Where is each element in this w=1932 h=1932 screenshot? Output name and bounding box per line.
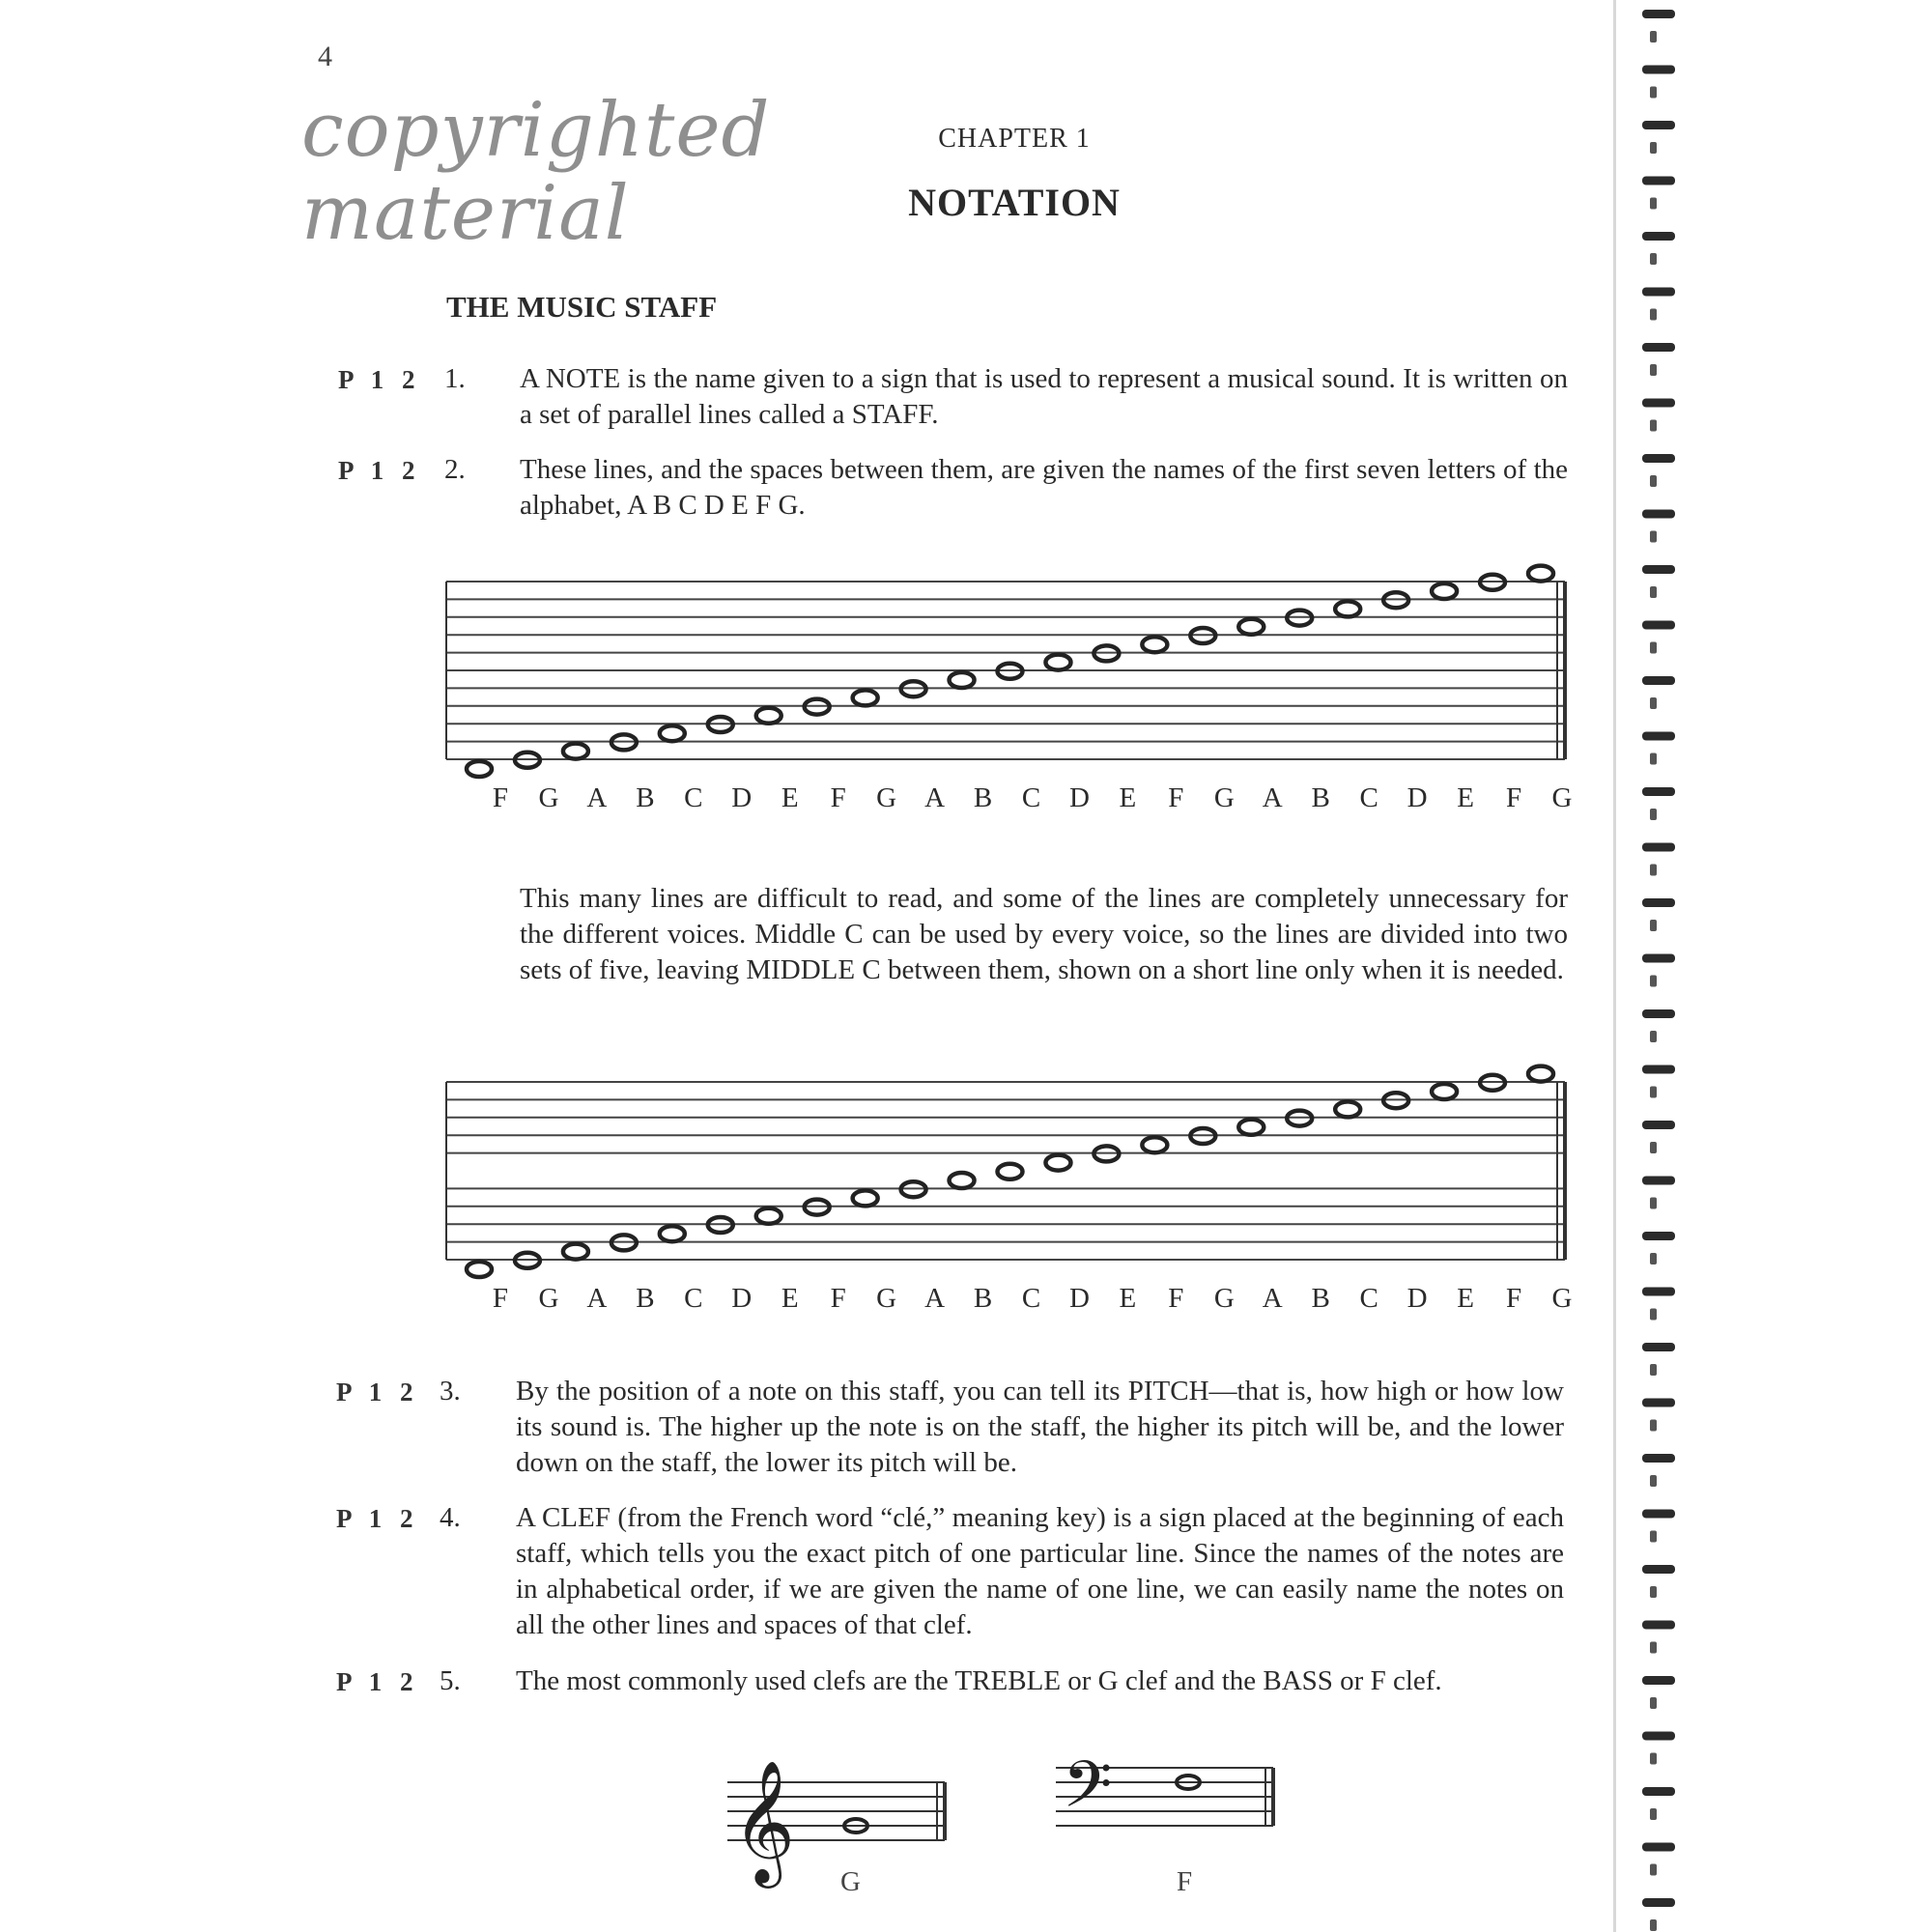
spiral-coil xyxy=(1642,565,1675,574)
note-letter: F xyxy=(1505,782,1522,813)
bass-clef-staff xyxy=(1051,1744,1283,1889)
paragraph-number: 3. xyxy=(440,1376,461,1406)
whole-note xyxy=(950,1173,975,1188)
note-letter: E xyxy=(781,1283,799,1314)
note-letter: A xyxy=(924,782,946,813)
binding-hole xyxy=(1650,309,1657,321)
note-letter: G xyxy=(1551,1283,1573,1314)
note-letter: D xyxy=(1406,782,1428,813)
binding-hole xyxy=(1650,1864,1657,1876)
paragraph-text: A CLEF (from the French word “clé,” meaning key) is a sign placed at the beginning of each staff, which tells you the exact pitch of one particular line. Since the names of the notes are in alphabetical order, if we are given the name of one line, we can easily name the notes on all the other lines and spaces of that clef. xyxy=(516,1502,1564,1640)
note-letter: C xyxy=(684,782,703,813)
note-letter: C xyxy=(1359,1283,1378,1314)
binding-hole xyxy=(1650,697,1657,709)
binding-hole xyxy=(1650,1919,1657,1931)
whole-note xyxy=(1528,566,1553,582)
binding-hole xyxy=(1650,1364,1657,1376)
binding-hole xyxy=(1650,809,1657,820)
spiral-coil xyxy=(1642,1565,1675,1574)
note-letter: C xyxy=(1359,782,1378,813)
whole-note xyxy=(756,708,781,724)
note-letter: G xyxy=(1213,1283,1235,1314)
note-letter: G xyxy=(538,782,559,813)
whole-note xyxy=(1045,655,1070,670)
binding-hole xyxy=(1650,586,1657,598)
note-letter: G xyxy=(1551,782,1573,813)
binding-hole xyxy=(1650,364,1657,376)
note-letter: A xyxy=(1262,1283,1283,1314)
binding-hole xyxy=(1650,31,1657,43)
note-letter: F xyxy=(1168,1283,1184,1314)
spiral-coil xyxy=(1642,954,1675,963)
paragraph-text: The most commonly used clefs are the TREBLE or G clef and the BASS or F clef. xyxy=(516,1665,1442,1696)
watermark-line-1: copyrighted xyxy=(301,87,771,174)
spiral-coil xyxy=(1642,1065,1675,1074)
spiral-coil xyxy=(1642,843,1675,852)
note-letter: F xyxy=(1168,782,1184,813)
binding-hole xyxy=(1650,1753,1657,1765)
bass-clef-note-label: F xyxy=(1177,1866,1193,1897)
whole-note xyxy=(853,1190,878,1206)
note-letter: A xyxy=(1262,782,1283,813)
whole-note xyxy=(1142,637,1167,652)
whole-note xyxy=(1045,1155,1070,1171)
note-letter-row xyxy=(454,1283,1573,1321)
note-letter: C xyxy=(684,1283,703,1314)
binding-hole xyxy=(1650,253,1657,265)
note-letter: D xyxy=(1406,1283,1428,1314)
note-letter: B xyxy=(636,782,655,813)
note-letter: F xyxy=(492,782,509,813)
whole-note xyxy=(1432,583,1457,599)
note-letter: B xyxy=(1311,782,1330,813)
note-letter: F xyxy=(830,1283,846,1314)
whole-note xyxy=(467,761,492,777)
note-letter: E xyxy=(781,782,799,813)
paragraph-number: 1. xyxy=(444,363,466,394)
whole-note xyxy=(563,744,588,759)
paragraph-tag: P 1 2 xyxy=(336,1378,419,1406)
note-letter: G xyxy=(876,782,897,813)
binding-hole xyxy=(1650,1420,1657,1432)
spiral-coil xyxy=(1642,787,1675,796)
spiral-coil xyxy=(1642,676,1675,685)
paragraph-text: This many lines are difficult to read, and some of the lines are completely unnecessary for the different voices. Middle C can be used by every voice, so the lines are divided into two sets of five, leaving MIDDLE C between them, shown on a short line only when it is needed. xyxy=(520,883,1568,985)
spiral-coil xyxy=(1642,121,1675,129)
divided-staff-diagram xyxy=(425,1051,1584,1283)
whole-note xyxy=(1432,1084,1457,1099)
paragraph-number: 2. xyxy=(444,454,466,485)
binding-hole xyxy=(1650,87,1657,99)
whole-note xyxy=(1335,601,1360,616)
spiral-coil xyxy=(1642,1121,1675,1129)
note-letter: F xyxy=(1505,1283,1522,1314)
whole-note xyxy=(660,1226,685,1241)
binding-hole xyxy=(1650,198,1657,210)
chapter-title: NOTATION xyxy=(908,181,1121,224)
spiral-coil xyxy=(1642,1177,1675,1185)
spiral-coil xyxy=(1642,232,1675,241)
treble-clef-staff xyxy=(723,1744,954,1889)
paragraph-tag: P 1 2 xyxy=(336,1667,419,1696)
note-letter: G xyxy=(538,1283,559,1314)
note-letter: F xyxy=(830,782,846,813)
spiral-coil xyxy=(1642,177,1675,185)
note-letter: A xyxy=(586,1283,608,1314)
binding-hole xyxy=(1650,1198,1657,1209)
spiral-coil xyxy=(1642,1343,1675,1351)
paragraph-text: A NOTE is the name given to a sign that is used to represent a musical sound. It is written on a set of parallel lines called a STAFF. xyxy=(520,363,1568,430)
note-letter: D xyxy=(731,782,753,813)
binding-hole xyxy=(1650,920,1657,931)
whole-note xyxy=(756,1208,781,1224)
note-letter: G xyxy=(1213,782,1235,813)
spiral-coil xyxy=(1642,10,1675,18)
spiral-coil xyxy=(1642,1009,1675,1018)
chapter-label: CHAPTER 1 xyxy=(938,124,1091,154)
spiral-coil xyxy=(1642,399,1675,408)
paragraph-tag: P 1 2 xyxy=(338,365,421,394)
note-letter: E xyxy=(1119,1283,1137,1314)
paragraph-text: By the position of a note on this staff, you can tell its PITCH—that is, how high or how low its sound is. The higher up the note is on the staff, the higher its pitch will be, and the lower down on the staff, the lower its pitch will be. xyxy=(516,1376,1564,1478)
spiral-coil xyxy=(1642,66,1675,74)
binding-hole xyxy=(1650,531,1657,543)
binding-hole xyxy=(1650,1142,1657,1153)
note-letter: D xyxy=(731,1283,753,1314)
binding-hole xyxy=(1650,1253,1657,1264)
spiral-coil xyxy=(1642,1454,1675,1463)
watermark xyxy=(301,89,770,255)
whole-note xyxy=(1142,1137,1167,1152)
section-heading: THE MUSIC STAFF xyxy=(446,290,718,324)
note-letter-row xyxy=(454,782,1573,821)
binding-hole xyxy=(1650,976,1657,987)
spiral-coil xyxy=(1642,1288,1675,1296)
whole-note xyxy=(563,1244,588,1260)
note-letter: B xyxy=(1311,1283,1330,1314)
watermark-line-2: material xyxy=(301,170,630,257)
binding-hole xyxy=(1650,142,1657,154)
binding-hole xyxy=(1650,1586,1657,1598)
page-number: 4 xyxy=(318,41,332,72)
whole-note xyxy=(950,672,975,688)
binding-hole xyxy=(1650,1475,1657,1487)
binding-hole xyxy=(1650,1642,1657,1654)
spiral-coil xyxy=(1642,621,1675,630)
note-letter: G xyxy=(876,1283,897,1314)
spiral-coil xyxy=(1642,1843,1675,1852)
note-letter: A xyxy=(924,1283,946,1314)
note-letter: C xyxy=(1021,782,1041,813)
spiral-coil xyxy=(1642,898,1675,907)
paragraph-number: 5. xyxy=(440,1665,461,1696)
whole-note xyxy=(1238,1120,1264,1135)
paragraph-number: 4. xyxy=(440,1502,461,1533)
spiral-coil xyxy=(1642,343,1675,352)
paragraph-tag: P 1 2 xyxy=(338,456,421,485)
bass-clef-icon: 𝄢 xyxy=(1063,1747,1113,1837)
binding-hole xyxy=(1650,642,1657,654)
binding-hole xyxy=(1650,753,1657,765)
whole-note xyxy=(1528,1066,1553,1082)
paragraph-text: These lines, and the spaces between them, are given the names of the first seven letters of the alphabet, A B C D E F G. xyxy=(520,454,1568,521)
note-letter: E xyxy=(1457,782,1474,813)
note-letter: C xyxy=(1021,1283,1041,1314)
spiral-coil xyxy=(1642,1399,1675,1407)
spiral-coil xyxy=(1642,1232,1675,1240)
note-letter: B xyxy=(973,782,993,813)
note-letter: D xyxy=(1068,1283,1090,1314)
spiral-binding xyxy=(1613,0,1710,1932)
paragraph-tag: P 1 2 xyxy=(336,1504,419,1533)
whole-note xyxy=(853,690,878,705)
note-letter: D xyxy=(1068,782,1090,813)
spiral-coil xyxy=(1642,1732,1675,1741)
note-letter: E xyxy=(1119,782,1137,813)
grand-staff-diagram xyxy=(425,551,1584,782)
binding-hole xyxy=(1650,1087,1657,1098)
binding-hole xyxy=(1650,1808,1657,1820)
note-letter: E xyxy=(1457,1283,1474,1314)
binding-hole xyxy=(1650,1031,1657,1042)
binding-hole xyxy=(1650,1309,1657,1321)
whole-note xyxy=(467,1262,492,1277)
treble-clef-note-label: G xyxy=(840,1866,861,1897)
spiral-coil xyxy=(1642,1676,1675,1685)
spiral-coil xyxy=(1642,732,1675,741)
binding-hole xyxy=(1650,475,1657,487)
whole-note xyxy=(1335,1101,1360,1117)
note-letter: B xyxy=(636,1283,655,1314)
binding-hole xyxy=(1650,865,1657,876)
binding-hole xyxy=(1650,420,1657,432)
whole-note xyxy=(660,725,685,741)
spiral-coil xyxy=(1642,1510,1675,1519)
whole-note xyxy=(998,1164,1023,1179)
spiral-coil xyxy=(1642,454,1675,463)
note-letter: B xyxy=(973,1283,993,1314)
binding-hole xyxy=(1650,1697,1657,1709)
spiral-coil xyxy=(1642,1898,1675,1907)
binding-hole xyxy=(1650,1531,1657,1543)
spiral-coil xyxy=(1642,1787,1675,1796)
treble-clef-icon: 𝄞 xyxy=(732,1759,796,1883)
spiral-coil xyxy=(1642,288,1675,297)
whole-note xyxy=(1238,619,1264,635)
note-letter: A xyxy=(586,782,608,813)
spiral-coil xyxy=(1642,510,1675,519)
note-letter: F xyxy=(492,1283,509,1314)
spiral-coil xyxy=(1642,1621,1675,1630)
